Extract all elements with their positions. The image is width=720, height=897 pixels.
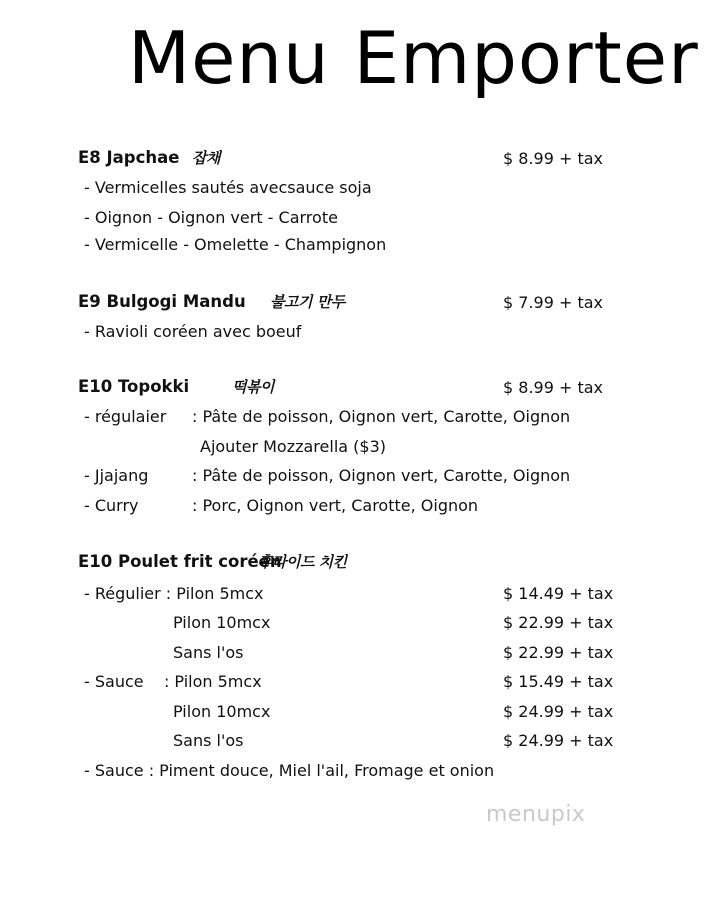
item-name-e10: E10 Topokki <box>78 377 190 396</box>
item-name-e9: E9 Bulgogi Mandu <box>78 292 246 311</box>
item-price-e10: $ 8.99 + tax <box>503 378 604 397</box>
price-row-label: Pilon 10mcx <box>173 613 271 632</box>
item-korean-e10: 떡볶이 <box>232 378 274 396</box>
item-price-e8: $ 8.99 + tax <box>503 149 604 168</box>
item-korean-e9: 불고기 만두 <box>270 293 345 311</box>
option-desc: : Porc, Oignon vert, Carotte, Oignon <box>192 496 479 515</box>
item-name-e10-poulet: E10 Poulet frit coréen <box>78 552 282 571</box>
price-row-label: Pilon 10mcx <box>173 702 271 721</box>
price-row-value: $ 22.99 + tax <box>503 643 614 662</box>
item-korean-e10-poulet: 후라이드 치킨 <box>258 553 347 571</box>
price-row-label: - Régulier : Pilon 5mcx <box>84 584 264 603</box>
item-price-e9: $ 7.99 + tax <box>503 293 604 312</box>
item-desc-line: - Vermicelle - Omelette - Champignon <box>84 235 387 254</box>
sauce-note: - Sauce : Piment douce, Miel l'ail, Fromage et onion <box>84 761 495 780</box>
option-label: - Jjajang <box>84 466 149 485</box>
price-row-value: $ 15.49 + tax <box>503 672 614 691</box>
item-desc-line: - Vermicelles sautés avecsauce soja <box>84 178 372 197</box>
item-desc-line: - Oignon - Oignon vert - Carrote <box>84 208 338 227</box>
price-row-label: Sans l'os <box>173 731 244 750</box>
price-row-label: Sans l'os <box>173 643 244 662</box>
item-name-e8: E8 Japchae <box>78 148 180 167</box>
option-desc: Ajouter Mozzarella ($3) <box>200 437 386 456</box>
option-desc: : Pâte de poisson, Oignon vert, Carotte, Oignon <box>192 407 571 426</box>
option-label: - Curry <box>84 496 139 515</box>
option-desc: : Pâte de poisson, Oignon vert, Carotte, Oignon <box>192 466 571 485</box>
price-row-value: $ 14.49 + tax <box>503 584 614 603</box>
page-title: Menu Emporter <box>128 16 699 100</box>
watermark: menupix <box>486 802 586 827</box>
option-label: - régulaier <box>84 407 167 426</box>
price-row-value: $ 24.99 + tax <box>503 702 614 721</box>
item-korean-e8: 잡채 <box>192 149 220 167</box>
price-row-value: $ 22.99 + tax <box>503 613 614 632</box>
price-row-label: - Sauce : Pilon 5mcx <box>84 672 262 691</box>
price-row-value: $ 24.99 + tax <box>503 731 614 750</box>
item-desc-line: - Ravioli coréen avec boeuf <box>84 322 302 341</box>
